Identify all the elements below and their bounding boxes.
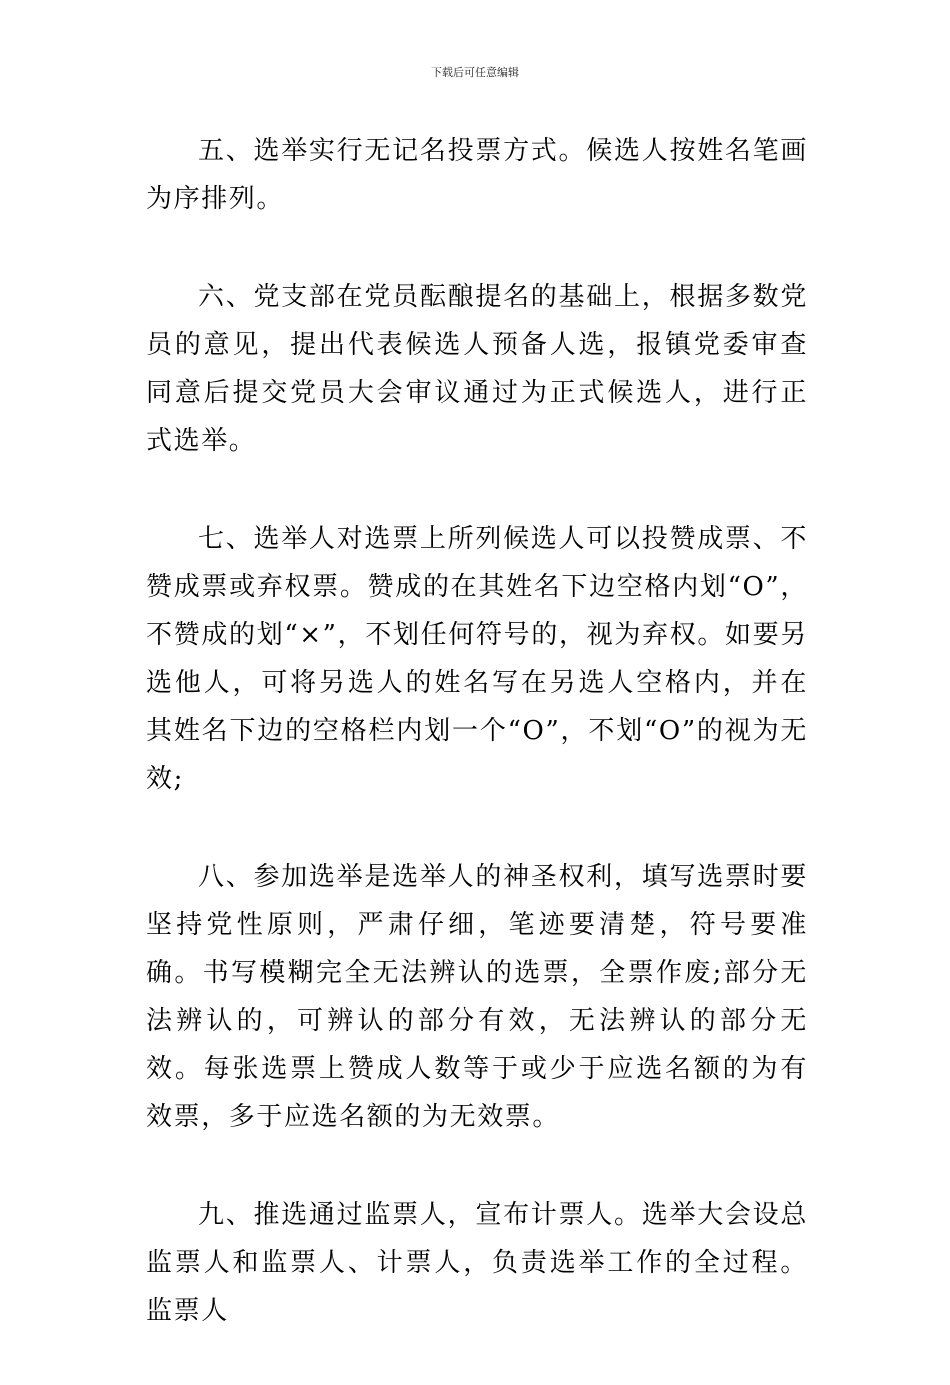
paragraph-7: 七、选举人对选票上所列候选人可以投赞成票、不赞成票或弃权票。赞成的在其姓名下边空格内划“O”，不赞成的划“×”，不划任何符号的，视为弃权。如要另选他人，可将另选人的姓名写在另选人空格内，并在其姓名下边的空格栏内划一个“O”，不划“O”的视为无效; — [146, 524, 808, 794]
document-body — [146, 127, 808, 1385]
header-note: 下载后可任意编辑 — [431, 66, 519, 79]
paragraph-9: 九、推选通过监票人，宣布计票人。选举大会设总监票人和监票人、计票人，负责选举工作的全过程。监票人 — [146, 1200, 808, 1326]
paragraph-5: 五、选举实行无记名投票方式。候选人按姓名笔画为序排列。 — [146, 136, 808, 214]
paragraph-8: 八、参加选举是选举人的神圣权利，填写选票时要坚持党性原则，严肃仔细，笔迹要清楚，符号要准确。书写模糊完全无法辨认的选票，全票作废;部分无法辨认的，可辨认的部分有效，无法辨认的部分无效。每张选票上赞成人数等于或少于应选名额的为有效票，多于应选名额的为无效票。 — [146, 862, 808, 1132]
paragraph-6: 六、党支部在党员酝酿提名的基础上，根据多数党员的意见，提出代表候选人预备人选，报镇党委审查同意后提交党员大会审议通过为正式候选人，进行正式选举。 — [146, 282, 808, 456]
